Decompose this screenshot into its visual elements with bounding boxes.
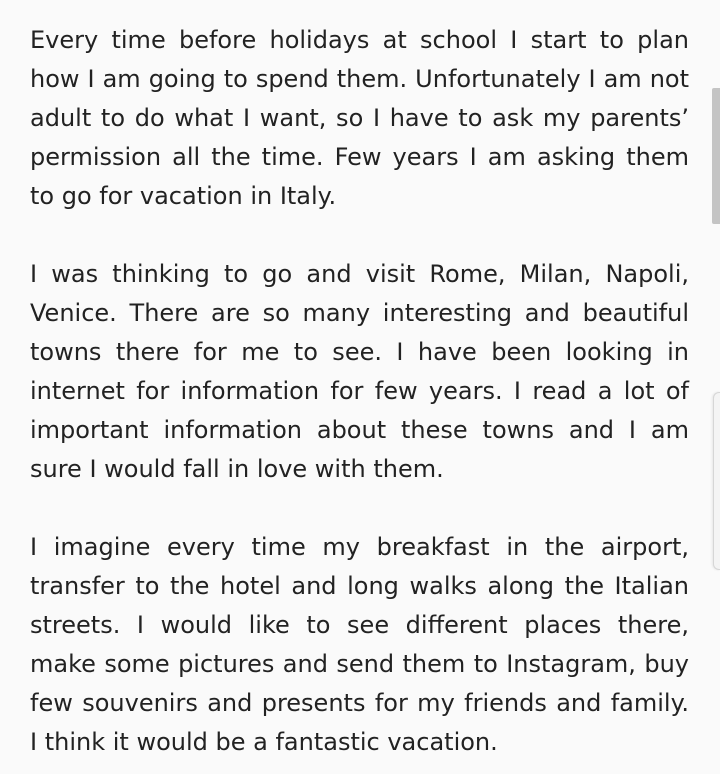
edge-panel-handle[interactable] (713, 392, 720, 570)
paragraph-3: I imagine every time my breakfast in the airport, transfer to the hotel and long walks along the Italian streets. I would like to see different places there, make some pictures and send them to Instagram, buy few souvenirs and presents for my friends and family. I think it would be a fantastic vacation. (30, 533, 689, 756)
paragraph-1: Every time before holidays at school I start to plan how I am going to spend them. Unfortunately I am not adult to do what I want, so I have to ask my parents’ permission all the time. Few years I am asking them to go for vacation in Italy. (30, 26, 689, 210)
scrollbar-thumb[interactable] (712, 88, 720, 224)
paragraph-2: I was thinking to go and visit Rome, Milan, Napoli, Venice. There are so many interesting and beautiful towns there for me to see. I have been looking in internet for information for few years. I read a lot of important information about these towns and I am sure I would fall in love with them. (30, 260, 689, 483)
essay-text (30, 21, 689, 762)
